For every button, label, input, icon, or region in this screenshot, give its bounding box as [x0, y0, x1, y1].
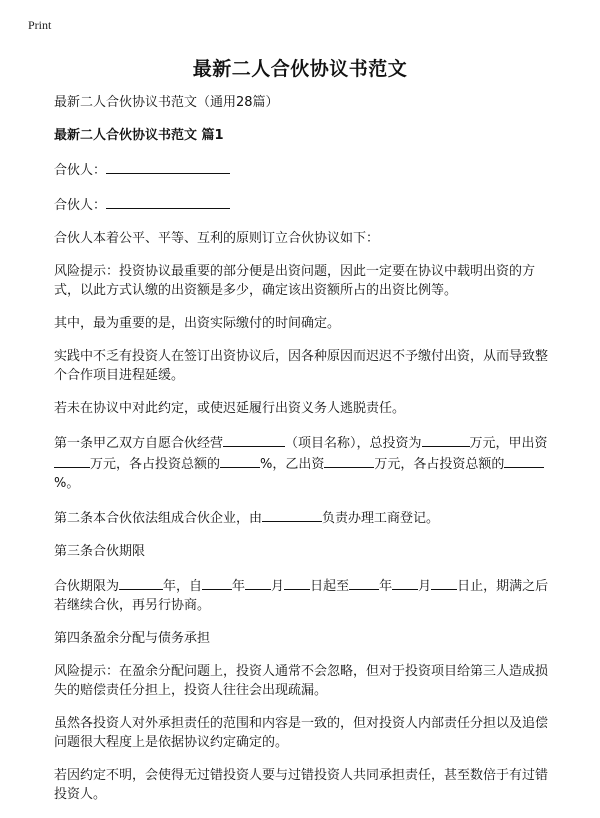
text: 第一条甲乙双方自愿合伙经营 [54, 436, 224, 451]
text: （项目名称），总投资为 [285, 436, 422, 451]
blank [54, 453, 90, 468]
article-4-heading: 第四条盈余分配与债务承担 [54, 631, 211, 646]
partner-line-2 [54, 194, 554, 215]
print-link[interactable]: Print [28, 18, 52, 32]
text: 年，自 [163, 579, 203, 594]
text: 万元，甲出资 [469, 436, 548, 451]
partner-blank [106, 159, 230, 174]
blank [392, 575, 418, 590]
blank [284, 575, 310, 590]
agreement-paragraph: 若未在协议中对此约定，或使迟延履行出资义务人逃脱责任。 [54, 401, 406, 416]
text: 合伙期限为 [54, 579, 120, 594]
blank [422, 432, 470, 447]
intro-paragraph: 合伙人本着公平、平等、互利的原则订立合伙协议如下： [54, 231, 380, 246]
blank [324, 453, 374, 468]
section-heading: 最新二人合伙协议书范文 篇1 [54, 128, 224, 143]
blank [504, 453, 544, 468]
article-3-heading: 第三条合伙期限 [54, 544, 146, 559]
text: 日起至 [310, 579, 350, 594]
blank [119, 575, 163, 590]
article-1-paragraph [54, 432, 554, 493]
risk-notice-paragraph: 风险提示：投资协议最重要的部分便是出资问题，因此一定要在协议中载明出资的方式，以此方式认缴的出资额是多少，确定该出资额所占的出资比例等。 [54, 264, 536, 298]
text: 月 [271, 579, 285, 594]
text: 年 [232, 579, 246, 594]
text: 万元，各占投资总额的 [374, 457, 505, 472]
liability-paragraph: 虽然各投资人对外承担责任的范围和内容是一致的，但对投资人内部责任分担以及追偿问题很大程度上是依据协议约定确定的。 [54, 716, 549, 750]
text: %，乙出资 [260, 457, 325, 472]
text: 负责办理工商登记。 [322, 511, 440, 526]
partner-line-1 [54, 159, 554, 180]
blank [202, 575, 232, 590]
risk-notice-paragraph-2: 风险提示：在盈余分配问题上，投资人通常不会忽略，但对于投资项目给第三人造成损失的赔偿责任分担上，投资人往往会出现疏漏。 [54, 664, 549, 698]
term-paragraph [54, 575, 554, 615]
article-2-paragraph [54, 507, 554, 528]
text: 日止，期满之后若继续合伙，再另行协商。 [54, 579, 549, 613]
blank [245, 575, 271, 590]
practice-paragraph: 实践中不乏有投资人在签订出资协议后，因各种原因而迟迟不予缴付出资，从而导致整个合作项目进程延缓。 [54, 349, 549, 383]
document-body [54, 93, 554, 818]
text: %。 [54, 476, 80, 491]
partner-label: 合伙人： [54, 198, 107, 213]
page-title: 最新二人合伙协议书范文 [192, 58, 408, 80]
blank [220, 453, 260, 468]
blank [262, 507, 322, 522]
text: 年 [379, 579, 393, 594]
text: 万元，各占投资总额的 [90, 457, 221, 472]
blank [431, 575, 457, 590]
text: 第二条本合伙依法组成合伙企业，由 [54, 511, 263, 526]
partner-label: 合伙人： [54, 163, 107, 178]
blank [223, 432, 285, 447]
partner-blank [106, 194, 230, 209]
unclear-agreement-paragraph: 若因约定不明，会使得无过错投资人要与过错投资人共同承担责任，甚至数倍于有过错投资人。 [54, 768, 549, 802]
text: 月 [418, 579, 432, 594]
important-paragraph: 其中，最为重要的是，出资实际缴付的时间确定。 [54, 316, 341, 331]
blank [349, 575, 379, 590]
document-subtitle: 最新二人合伙协议书范文（通用28篇） [54, 95, 279, 110]
